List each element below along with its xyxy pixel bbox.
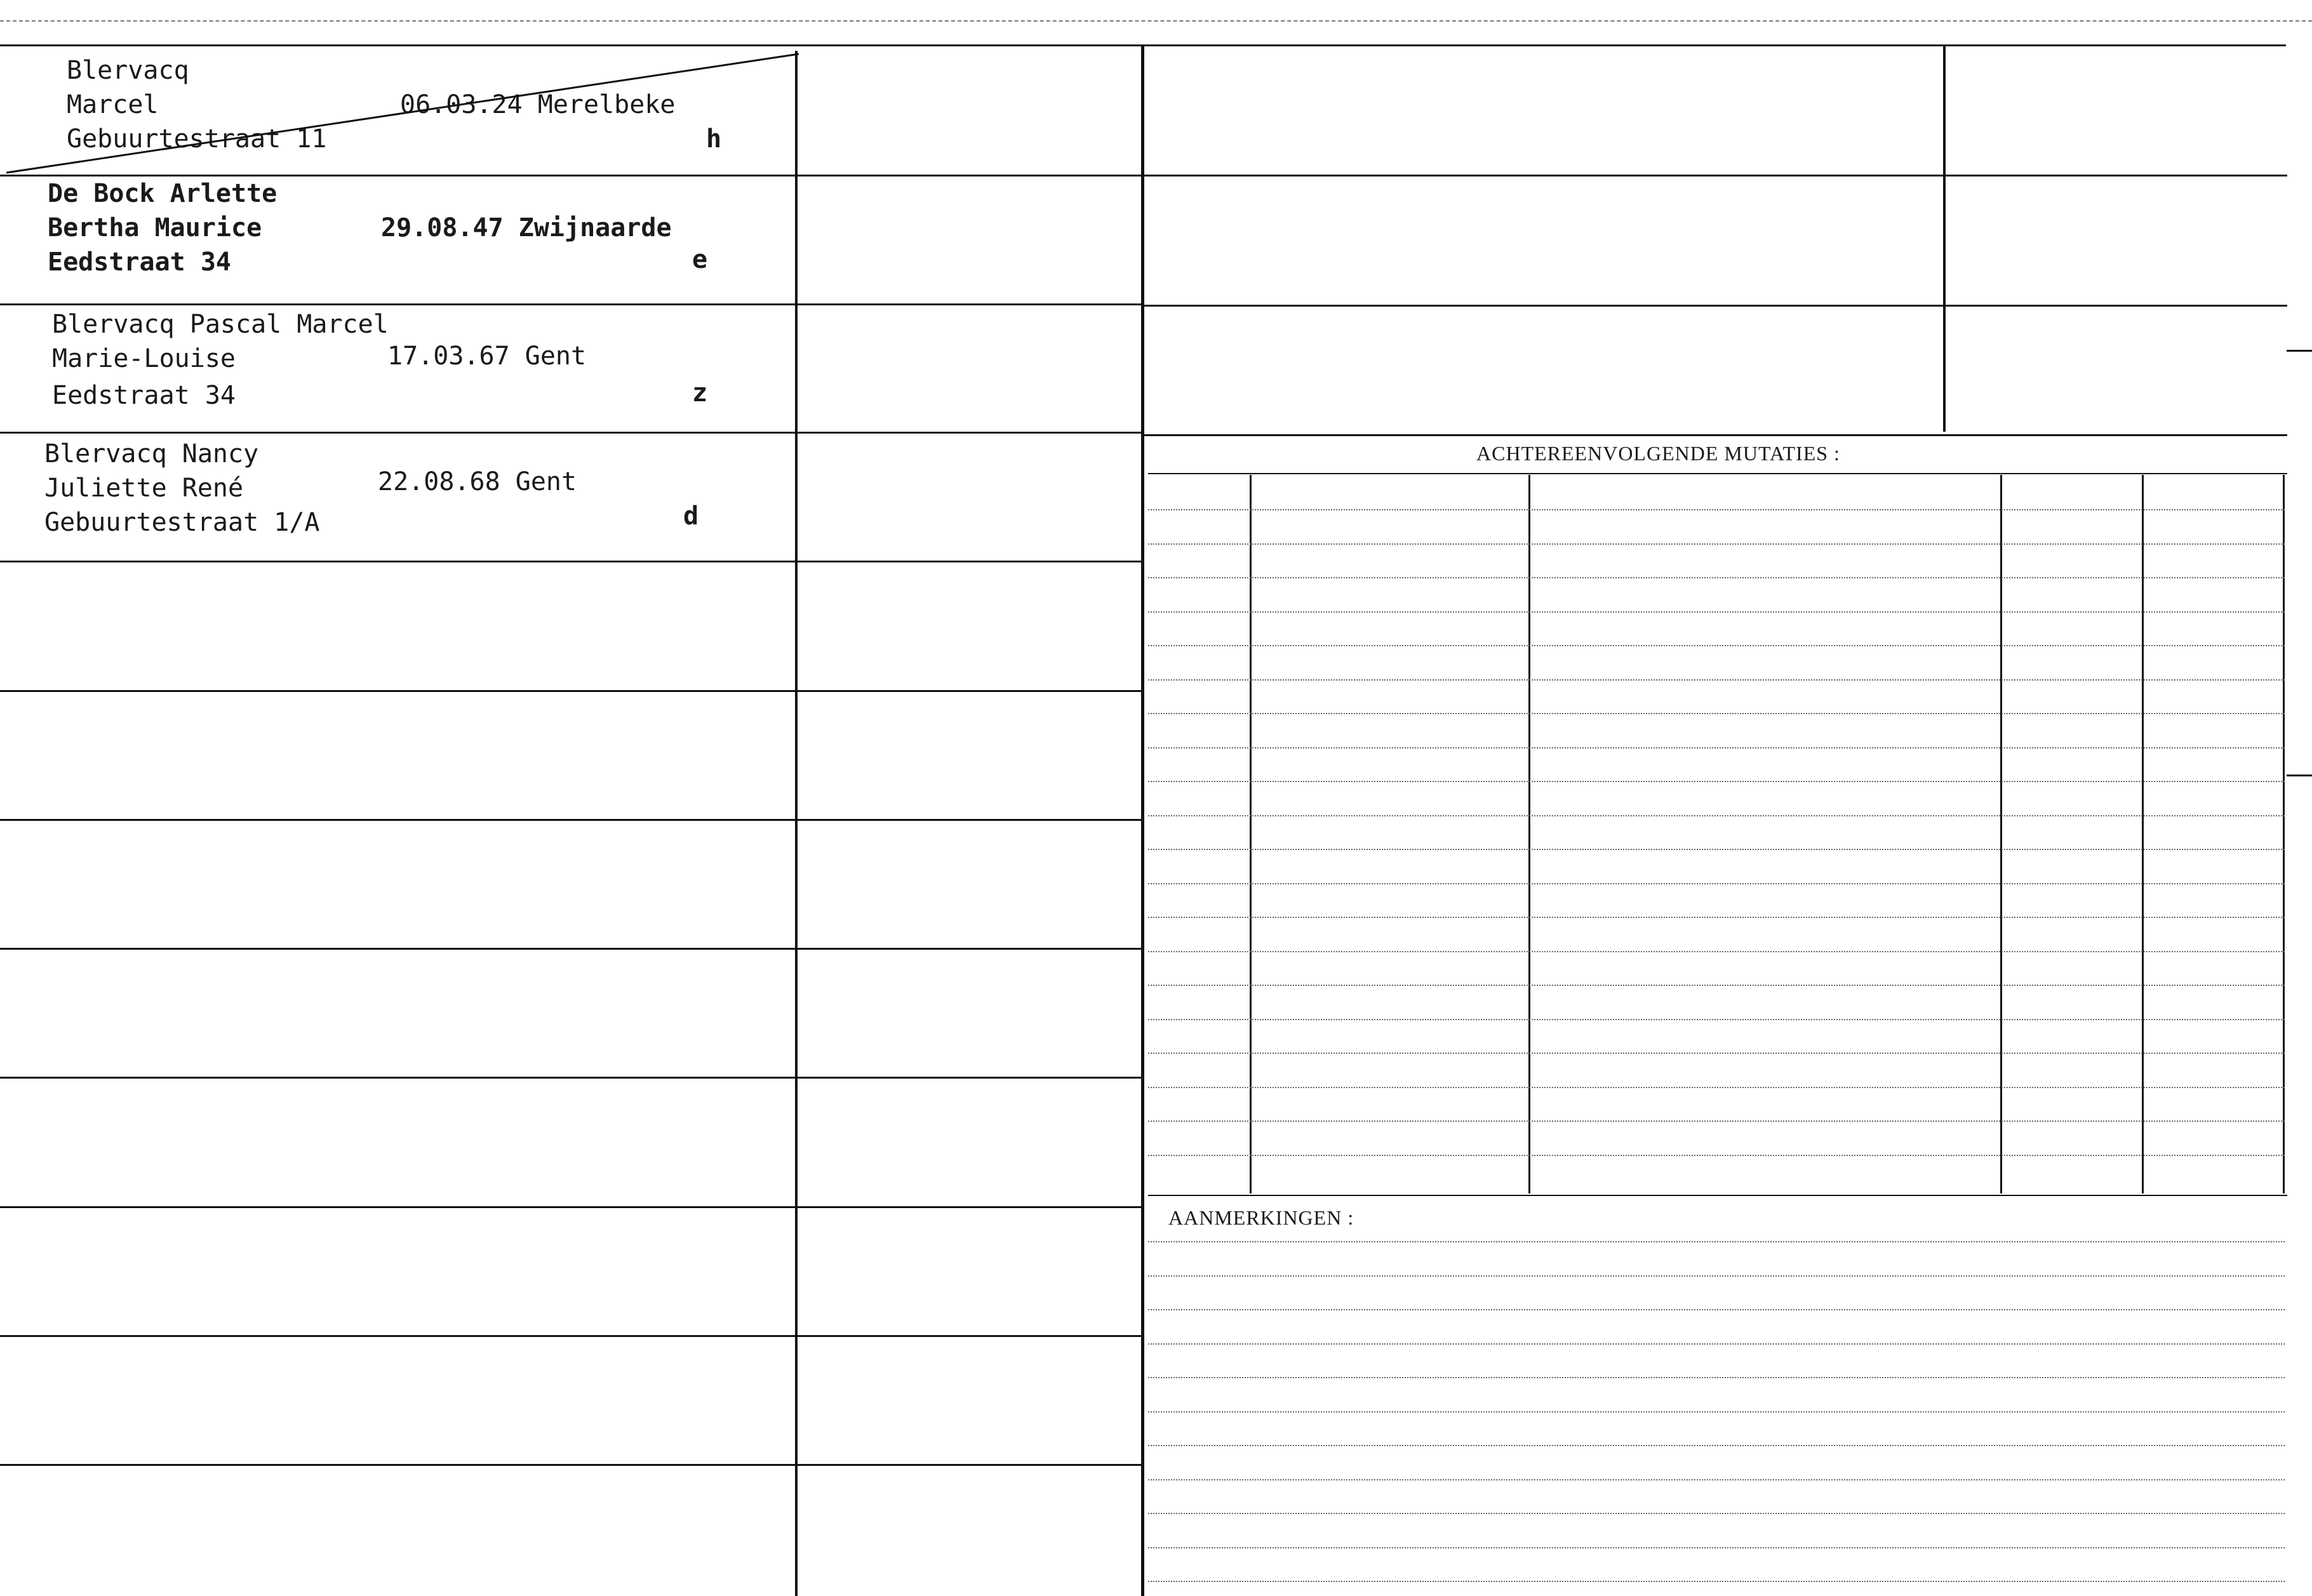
mid-row-line-7 bbox=[798, 948, 1141, 950]
remarks-ruled-line bbox=[1148, 1513, 2285, 1514]
mutations-top-line bbox=[1148, 473, 2287, 474]
mutations-ruled-line bbox=[1148, 883, 2285, 884]
mutations-ruled-line bbox=[1148, 1019, 2285, 1020]
entry-3-code: z bbox=[692, 378, 708, 408]
right-row-line-2 bbox=[1144, 305, 2287, 307]
entry-2-birth: 29.08.47 Zwijnaarde bbox=[381, 213, 672, 243]
mid-row-line-6 bbox=[798, 819, 1141, 821]
entry-1-address: Gebuurtestraat 11 bbox=[67, 124, 327, 154]
mutations-ruled-line bbox=[1148, 543, 2285, 545]
entry-1-strike-line bbox=[0, 51, 800, 178]
row-line-8 bbox=[0, 1077, 795, 1079]
entry-2-surname: De Bock Arlette bbox=[48, 179, 277, 208]
remarks-ruled-line bbox=[1148, 1377, 2285, 1378]
mid-row-line-3 bbox=[798, 432, 1141, 434]
entry-2-address: Eedstraat 34 bbox=[48, 248, 231, 277]
mid-row-line-2 bbox=[798, 303, 1141, 305]
row-line-5 bbox=[0, 690, 795, 692]
mutations-col-2 bbox=[1528, 475, 1530, 1194]
remarks-ruled-line bbox=[1148, 1445, 2285, 1446]
mutations-header: ACHTEREENVOLGENDE MUTATIES : bbox=[1476, 442, 1840, 465]
mutations-ruled-line bbox=[1148, 1053, 2285, 1054]
mid-row-line-5 bbox=[798, 690, 1141, 692]
remarks-ruled-line bbox=[1148, 1411, 2285, 1413]
mid-row-line-8 bbox=[798, 1077, 1141, 1079]
row-line-11 bbox=[0, 1464, 795, 1466]
mid-row-line-10 bbox=[798, 1335, 1141, 1337]
mutations-bottom-line bbox=[1148, 1195, 2287, 1196]
mutations-ruled-line bbox=[1148, 509, 2285, 510]
entry-1-code: h bbox=[706, 124, 722, 154]
mutations-ruled-line bbox=[1148, 679, 2285, 681]
mutations-ruled-line bbox=[1148, 781, 2285, 782]
entry-3-surname: Blervacq Pascal Marcel bbox=[52, 310, 389, 339]
edge-mark-1 bbox=[2287, 350, 2312, 352]
entry-1-surname: Blervacq bbox=[67, 56, 189, 85]
row-line-2 bbox=[0, 303, 795, 305]
row-line-9 bbox=[0, 1206, 795, 1208]
remarks-ruled-line bbox=[1148, 1479, 2285, 1480]
remarks-ruled-line bbox=[1148, 1581, 2285, 1582]
row-line-7 bbox=[0, 948, 795, 950]
mutations-ruled-line bbox=[1148, 611, 2285, 613]
entry-1-birth: 06.03.24 Merelbeke bbox=[400, 90, 676, 119]
entry-1-given-names: Marcel bbox=[67, 90, 159, 119]
right-row-line-1 bbox=[1144, 175, 2287, 176]
row-line-3 bbox=[0, 432, 795, 434]
remarks-ruled-line bbox=[1148, 1547, 2285, 1548]
remarks-header: AANMERKINGEN : bbox=[1168, 1206, 1354, 1229]
column-divider-middle bbox=[1141, 46, 1144, 1596]
row-line-6 bbox=[0, 819, 795, 821]
remarks-ruled-line bbox=[1148, 1275, 2285, 1277]
mid-row-line-1 bbox=[798, 175, 1141, 176]
column-divider-right-top bbox=[1943, 46, 1946, 432]
entry-4-surname: Blervacq Nancy bbox=[44, 439, 259, 469]
mutations-ruled-line bbox=[1148, 951, 2285, 952]
entry-4-address: Gebuurtestraat 1/A bbox=[44, 508, 320, 537]
mutations-ruled-line bbox=[1148, 815, 2285, 816]
row-line-4 bbox=[0, 561, 795, 562]
mutations-ruled-line bbox=[1148, 1155, 2285, 1156]
entry-3-birth: 17.03.67 Gent bbox=[387, 342, 587, 371]
mutations-ruled-line bbox=[1148, 849, 2285, 850]
column-divider-left bbox=[795, 51, 798, 1596]
entry-2-given-names: Bertha Maurice bbox=[48, 213, 262, 243]
row-line-10 bbox=[0, 1335, 795, 1337]
mutations-ruled-line bbox=[1148, 1087, 2285, 1088]
mid-row-line-11 bbox=[798, 1464, 1141, 1466]
mutations-ruled-line bbox=[1148, 747, 2285, 748]
top-dotted-border bbox=[0, 20, 2312, 23]
mutations-col-5 bbox=[2283, 475, 2285, 1194]
mid-row-line-4 bbox=[798, 561, 1141, 562]
mutations-ruled-line bbox=[1148, 645, 2285, 646]
mutations-ruled-line bbox=[1148, 917, 2285, 918]
entry-3-address: Eedstraat 34 bbox=[52, 381, 236, 410]
remarks-ruled-line bbox=[1148, 1343, 2285, 1345]
mutations-ruled-line bbox=[1148, 713, 2285, 714]
mutations-ruled-line bbox=[1148, 577, 2285, 578]
entry-2-code: e bbox=[692, 245, 708, 274]
entry-4-birth: 22.08.68 Gent bbox=[378, 467, 577, 496]
mutations-col-4 bbox=[2142, 475, 2144, 1194]
entry-4-given-names: Juliette René bbox=[44, 474, 244, 503]
remarks-ruled-line bbox=[1148, 1241, 2285, 1242]
right-row-line-3 bbox=[1144, 434, 2287, 436]
remarks-ruled-line bbox=[1148, 1309, 2285, 1310]
entry-4-code: d bbox=[683, 502, 699, 531]
mutations-ruled-line bbox=[1148, 1121, 2285, 1122]
mutations-col-1 bbox=[1250, 475, 1252, 1194]
entry-3-given-names: Marie-Louise bbox=[52, 344, 236, 373]
edge-mark-2 bbox=[2287, 775, 2312, 776]
mutations-col-3 bbox=[2000, 475, 2002, 1194]
mutations-ruled-line bbox=[1148, 985, 2285, 986]
mid-row-line-9 bbox=[798, 1206, 1141, 1208]
